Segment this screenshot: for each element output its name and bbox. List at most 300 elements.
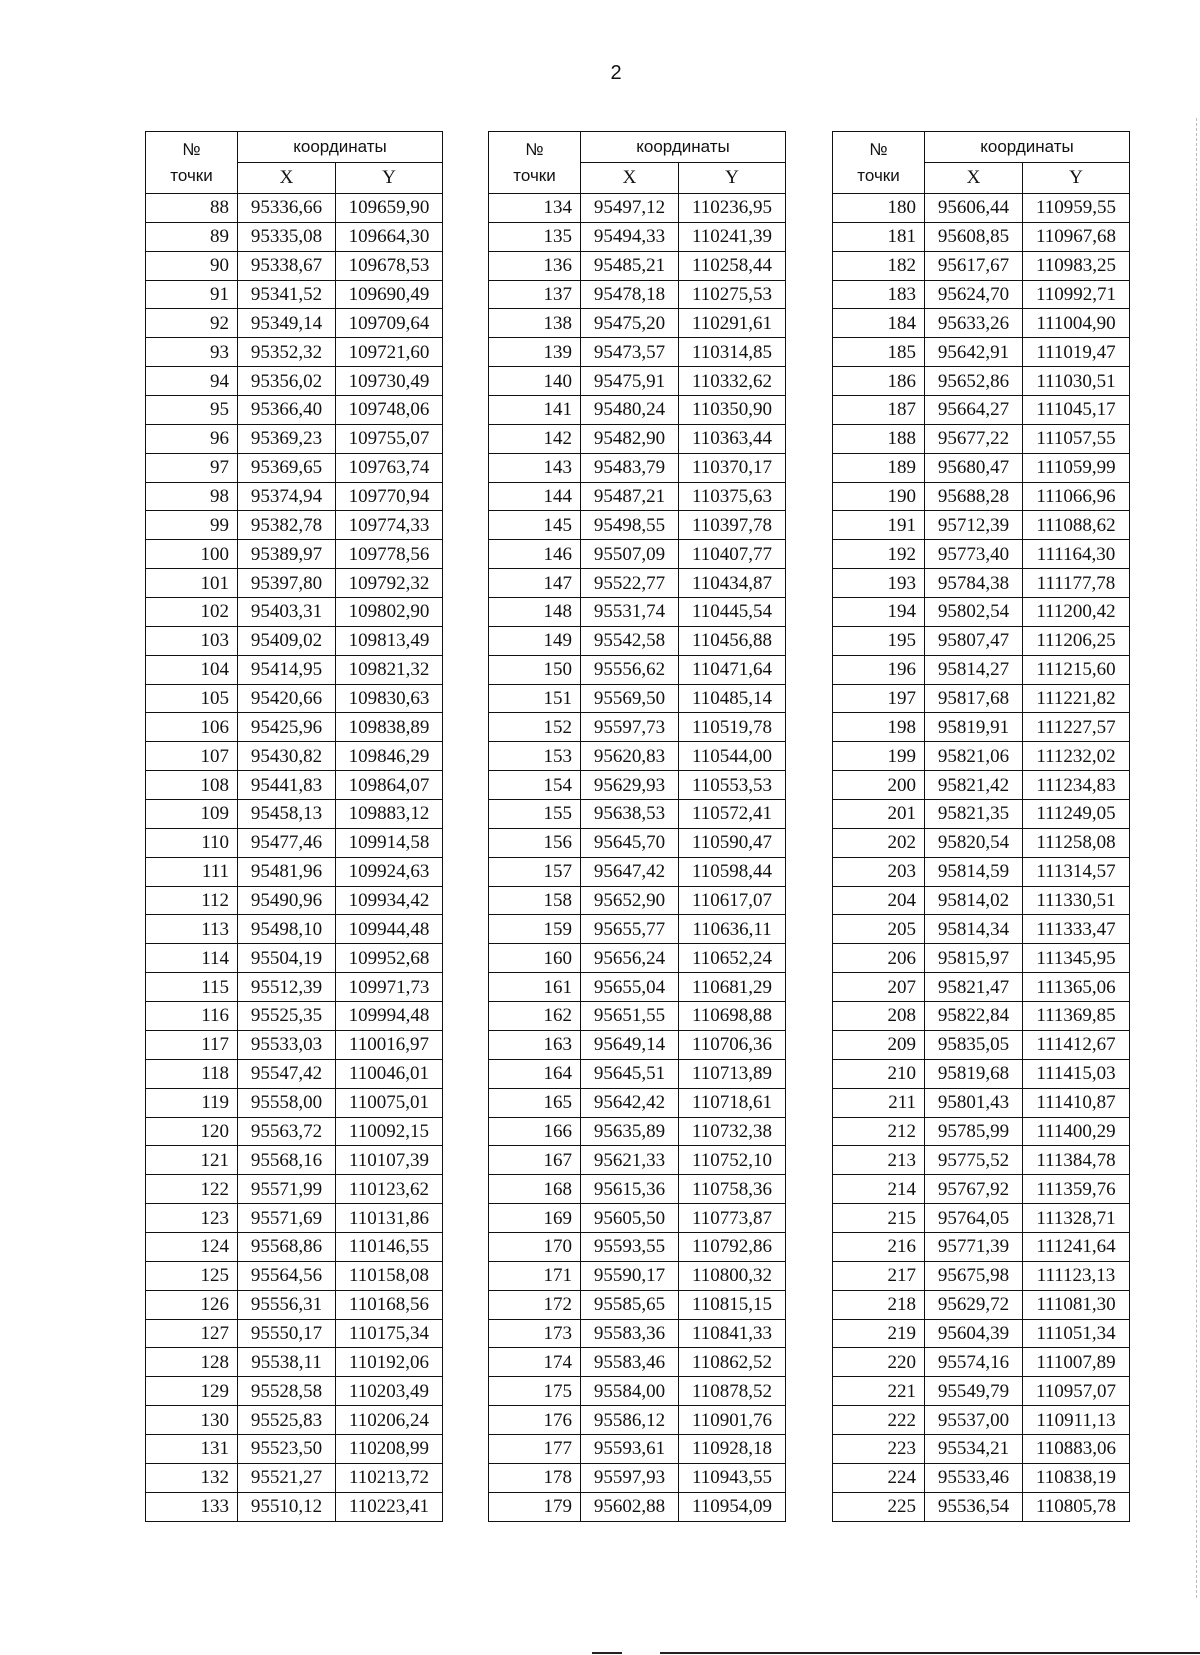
x-coordinate-cell: 95635,89 xyxy=(581,1117,679,1146)
table-row xyxy=(146,771,443,800)
x-coordinate-cell: 95420,66 xyxy=(238,684,336,713)
x-coordinate-cell: 95542,58 xyxy=(581,626,679,655)
number-sign-label: № xyxy=(182,139,201,159)
y-coordinate-cell: 110370,17 xyxy=(679,453,786,482)
y-coordinate-cell: 111400,29 xyxy=(1023,1117,1130,1146)
y-coordinate-cell: 110758,36 xyxy=(679,1175,786,1204)
x-coordinate-cell: 95642,42 xyxy=(581,1088,679,1117)
point-number-cell: 221 xyxy=(833,1377,925,1406)
x-coordinate-cell: 95547,42 xyxy=(238,1059,336,1088)
point-number-cell: 210 xyxy=(833,1059,925,1088)
table-row xyxy=(489,1030,786,1059)
table-row xyxy=(489,800,786,829)
point-number-cell: 93 xyxy=(146,338,238,367)
table-row xyxy=(833,194,1130,223)
x-coordinate-cell: 95773,40 xyxy=(925,540,1023,569)
y-coordinate-cell: 110572,41 xyxy=(679,800,786,829)
table-row xyxy=(489,1117,786,1146)
x-coordinate-cell: 95558,00 xyxy=(238,1088,336,1117)
y-coordinate-cell: 110805,78 xyxy=(1023,1492,1130,1521)
y-coordinate-cell: 111415,03 xyxy=(1023,1059,1130,1088)
table-row xyxy=(833,1348,1130,1377)
point-number-cell: 114 xyxy=(146,944,238,973)
table-row xyxy=(489,251,786,280)
point-number-cell: 91 xyxy=(146,280,238,309)
y-coordinate-cell: 110332,62 xyxy=(679,367,786,396)
x-coordinate-cell: 95430,82 xyxy=(238,742,336,771)
point-number-cell: 215 xyxy=(833,1204,925,1233)
table-row xyxy=(833,713,1130,742)
table-row xyxy=(833,1232,1130,1261)
x-coordinate-cell: 95531,74 xyxy=(581,598,679,627)
table-row xyxy=(833,424,1130,453)
table-row xyxy=(489,828,786,857)
table-row xyxy=(833,540,1130,569)
point-number-cell: 179 xyxy=(489,1492,581,1521)
table-row xyxy=(833,251,1130,280)
y-coordinate-cell: 110146,55 xyxy=(336,1232,443,1261)
point-number-cell: 108 xyxy=(146,771,238,800)
table-row xyxy=(489,569,786,598)
table-row xyxy=(489,396,786,425)
table-row xyxy=(146,1463,443,1492)
point-number-cell: 97 xyxy=(146,453,238,482)
x-coordinate-cell: 95586,12 xyxy=(581,1406,679,1435)
x-coordinate-cell: 95522,77 xyxy=(581,569,679,598)
x-column-header: X xyxy=(581,163,679,194)
point-number-cell: 140 xyxy=(489,367,581,396)
table-row xyxy=(833,598,1130,627)
point-number-cell: 195 xyxy=(833,626,925,655)
x-coordinate-cell: 95656,24 xyxy=(581,944,679,973)
x-coordinate-cell: 95583,46 xyxy=(581,1348,679,1377)
point-number-cell: 186 xyxy=(833,367,925,396)
point-number-cell: 124 xyxy=(146,1232,238,1261)
table-row xyxy=(146,1002,443,1031)
point-label: точки xyxy=(513,165,556,185)
y-coordinate-cell: 111328,71 xyxy=(1023,1204,1130,1233)
x-coordinate-cell: 95536,54 xyxy=(925,1492,1023,1521)
x-coordinate-cell: 95819,91 xyxy=(925,713,1023,742)
y-coordinate-cell: 110168,56 xyxy=(336,1290,443,1319)
x-coordinate-cell: 95338,67 xyxy=(238,251,336,280)
y-coordinate-cell: 111206,25 xyxy=(1023,626,1130,655)
point-number-cell: 213 xyxy=(833,1146,925,1175)
point-number-cell: 154 xyxy=(489,771,581,800)
point-number-cell: 158 xyxy=(489,886,581,915)
x-coordinate-cell: 95497,12 xyxy=(581,194,679,223)
table-row xyxy=(146,944,443,973)
table-row xyxy=(146,1319,443,1348)
y-coordinate-cell: 109664,30 xyxy=(336,222,443,251)
x-coordinate-cell: 95814,02 xyxy=(925,886,1023,915)
number-sign-label: № xyxy=(525,139,544,159)
y-coordinate-cell: 110213,72 xyxy=(336,1463,443,1492)
table-row xyxy=(146,194,443,223)
x-coordinate-cell: 95821,42 xyxy=(925,771,1023,800)
y-coordinate-cell: 110206,24 xyxy=(336,1406,443,1435)
point-number-cell: 214 xyxy=(833,1175,925,1204)
point-number-cell: 153 xyxy=(489,742,581,771)
point-number-cell: 116 xyxy=(146,1002,238,1031)
x-coordinate-cell: 95817,68 xyxy=(925,684,1023,713)
table-row xyxy=(146,915,443,944)
table-row xyxy=(833,944,1130,973)
point-number-cell: 217 xyxy=(833,1261,925,1290)
y-coordinate-cell: 111234,83 xyxy=(1023,771,1130,800)
table-row xyxy=(146,1088,443,1117)
x-coordinate-cell: 95822,84 xyxy=(925,1002,1023,1031)
x-coordinate-cell: 95814,59 xyxy=(925,857,1023,886)
y-coordinate-cell: 110241,39 xyxy=(679,222,786,251)
x-coordinate-cell: 95403,31 xyxy=(238,598,336,627)
table-row xyxy=(146,309,443,338)
x-coordinate-cell: 95815,97 xyxy=(925,944,1023,973)
y-coordinate-cell: 111164,30 xyxy=(1023,540,1130,569)
table-row xyxy=(833,800,1130,829)
y-coordinate-cell: 110732,38 xyxy=(679,1117,786,1146)
table-row xyxy=(833,482,1130,511)
x-coordinate-cell: 95785,99 xyxy=(925,1117,1023,1146)
y-coordinate-cell: 111232,02 xyxy=(1023,742,1130,771)
table-row xyxy=(833,857,1130,886)
point-number-cell: 167 xyxy=(489,1146,581,1175)
point-number-cell: 90 xyxy=(146,251,238,280)
table-row xyxy=(146,1406,443,1435)
coordinates-header: координаты xyxy=(238,132,443,163)
y-coordinate-cell: 110075,01 xyxy=(336,1088,443,1117)
point-number-cell: 146 xyxy=(489,540,581,569)
table-row xyxy=(489,886,786,915)
y-coordinate-cell: 109763,74 xyxy=(336,453,443,482)
y-coordinate-cell: 110107,39 xyxy=(336,1146,443,1175)
y-coordinate-cell: 111215,60 xyxy=(1023,655,1130,684)
x-coordinate-cell: 95356,02 xyxy=(238,367,336,396)
y-coordinate-cell: 110407,77 xyxy=(679,540,786,569)
x-coordinate-cell: 95801,43 xyxy=(925,1088,1023,1117)
x-coordinate-cell: 95510,12 xyxy=(238,1492,336,1521)
x-coordinate-cell: 95652,90 xyxy=(581,886,679,915)
x-coordinate-cell: 95624,70 xyxy=(925,280,1023,309)
x-coordinate-cell: 95651,55 xyxy=(581,1002,679,1031)
point-label: точки xyxy=(857,165,900,185)
y-coordinate-cell: 109971,73 xyxy=(336,973,443,1002)
y-coordinate-cell: 111333,47 xyxy=(1023,915,1130,944)
table-row xyxy=(489,309,786,338)
table-row xyxy=(833,1204,1130,1233)
table-row xyxy=(146,1175,443,1204)
point-number-cell: 170 xyxy=(489,1232,581,1261)
point-number-cell: 160 xyxy=(489,944,581,973)
table-row xyxy=(833,915,1130,944)
y-coordinate-cell: 111088,62 xyxy=(1023,511,1130,540)
y-coordinate-cell: 111030,51 xyxy=(1023,367,1130,396)
table-row xyxy=(833,1290,1130,1319)
point-number-cell: 204 xyxy=(833,886,925,915)
table-row xyxy=(833,1059,1130,1088)
point-number-cell: 138 xyxy=(489,309,581,338)
y-coordinate-cell: 109778,56 xyxy=(336,540,443,569)
x-coordinate-cell: 95512,39 xyxy=(238,973,336,1002)
y-coordinate-cell: 110959,55 xyxy=(1023,194,1130,223)
point-number-cell: 161 xyxy=(489,973,581,1002)
y-coordinate-cell: 110158,08 xyxy=(336,1261,443,1290)
point-number-cell: 125 xyxy=(146,1261,238,1290)
coordinates-header: координаты xyxy=(925,132,1130,163)
y-coordinate-cell: 109774,33 xyxy=(336,511,443,540)
x-coordinate-cell: 95621,33 xyxy=(581,1146,679,1175)
table-row xyxy=(833,742,1130,771)
point-number-cell: 206 xyxy=(833,944,925,973)
x-coordinate-cell: 95397,80 xyxy=(238,569,336,598)
point-number-cell: 182 xyxy=(833,251,925,280)
x-coordinate-cell: 95675,98 xyxy=(925,1261,1023,1290)
point-number-cell: 104 xyxy=(146,655,238,684)
point-number-cell: 118 xyxy=(146,1059,238,1088)
y-column-header: Y xyxy=(1023,163,1130,194)
point-number-cell: 180 xyxy=(833,194,925,223)
x-coordinate-cell: 95814,34 xyxy=(925,915,1023,944)
x-coordinate-cell: 95633,26 xyxy=(925,309,1023,338)
x-coordinate-cell: 95458,13 xyxy=(238,800,336,829)
x-coordinate-cell: 95677,22 xyxy=(925,424,1023,453)
point-number-cell: 95 xyxy=(146,396,238,425)
table-row xyxy=(489,453,786,482)
table-row xyxy=(833,1002,1130,1031)
table-row xyxy=(146,973,443,1002)
y-coordinate-cell: 110815,15 xyxy=(679,1290,786,1319)
point-number-cell: 181 xyxy=(833,222,925,251)
x-coordinate-cell: 95494,33 xyxy=(581,222,679,251)
y-coordinate-cell: 110590,47 xyxy=(679,828,786,857)
x-coordinate-cell: 95352,32 xyxy=(238,338,336,367)
point-number-cell: 205 xyxy=(833,915,925,944)
table-row xyxy=(146,800,443,829)
x-coordinate-cell: 95366,40 xyxy=(238,396,336,425)
x-coordinate-cell: 95441,83 xyxy=(238,771,336,800)
x-coordinate-cell: 95414,95 xyxy=(238,655,336,684)
coordinates-table-3 xyxy=(832,131,1130,1522)
point-number-cell: 150 xyxy=(489,655,581,684)
x-coordinate-cell: 95593,55 xyxy=(581,1232,679,1261)
x-coordinate-cell: 95652,86 xyxy=(925,367,1023,396)
point-number-cell: 157 xyxy=(489,857,581,886)
point-number-cell: 143 xyxy=(489,453,581,482)
point-number-cell: 162 xyxy=(489,1002,581,1031)
y-coordinate-cell: 109709,64 xyxy=(336,309,443,338)
y-coordinate-cell: 109838,89 xyxy=(336,713,443,742)
y-coordinate-cell: 110636,11 xyxy=(679,915,786,944)
point-number-cell: 145 xyxy=(489,511,581,540)
point-number-cell: 177 xyxy=(489,1434,581,1463)
point-number-cell: 196 xyxy=(833,655,925,684)
table-row xyxy=(833,511,1130,540)
point-number-cell: 192 xyxy=(833,540,925,569)
x-coordinate-cell: 95814,27 xyxy=(925,655,1023,684)
point-number-cell: 119 xyxy=(146,1088,238,1117)
table-row xyxy=(146,511,443,540)
table-row xyxy=(489,424,786,453)
point-number-cell: 188 xyxy=(833,424,925,453)
point-number-cell: 126 xyxy=(146,1290,238,1319)
x-coordinate-cell: 95528,58 xyxy=(238,1377,336,1406)
x-coordinate-cell: 95525,83 xyxy=(238,1406,336,1435)
y-coordinate-cell: 111412,67 xyxy=(1023,1030,1130,1059)
point-number-cell: 122 xyxy=(146,1175,238,1204)
point-number-cell: 115 xyxy=(146,973,238,1002)
y-coordinate-cell: 110928,18 xyxy=(679,1434,786,1463)
point-number-cell: 134 xyxy=(489,194,581,223)
table-row xyxy=(146,280,443,309)
point-number-cell: 163 xyxy=(489,1030,581,1059)
number-sign-label: № xyxy=(869,139,888,159)
y-coordinate-cell: 109659,90 xyxy=(336,194,443,223)
x-coordinate-cell: 95664,27 xyxy=(925,396,1023,425)
table-row xyxy=(146,396,443,425)
scan-edge-mark xyxy=(1196,118,1200,1598)
y-coordinate-cell: 111059,99 xyxy=(1023,453,1130,482)
point-number-cell: 197 xyxy=(833,684,925,713)
point-number-cell: 173 xyxy=(489,1319,581,1348)
point-number-cell: 94 xyxy=(146,367,238,396)
point-number-cell: 175 xyxy=(489,1377,581,1406)
table-row xyxy=(146,857,443,886)
y-coordinate-cell: 111004,90 xyxy=(1023,309,1130,338)
y-coordinate-cell: 110175,34 xyxy=(336,1319,443,1348)
y-coordinate-cell: 111330,51 xyxy=(1023,886,1130,915)
point-number-cell: 224 xyxy=(833,1463,925,1492)
y-coordinate-cell: 111314,57 xyxy=(1023,857,1130,886)
y-coordinate-cell: 110553,53 xyxy=(679,771,786,800)
y-coordinate-cell: 109821,32 xyxy=(336,655,443,684)
x-coordinate-cell: 95820,54 xyxy=(925,828,1023,857)
point-number-cell: 151 xyxy=(489,684,581,713)
table-row xyxy=(833,367,1130,396)
x-coordinate-cell: 95835,05 xyxy=(925,1030,1023,1059)
table-row xyxy=(146,1434,443,1463)
y-coordinate-cell: 110706,36 xyxy=(679,1030,786,1059)
x-coordinate-cell: 95498,55 xyxy=(581,511,679,540)
y-coordinate-cell: 111045,17 xyxy=(1023,396,1130,425)
y-coordinate-cell: 110992,71 xyxy=(1023,280,1130,309)
y-coordinate-cell: 109864,07 xyxy=(336,771,443,800)
x-coordinate-cell: 95771,39 xyxy=(925,1232,1023,1261)
x-coordinate-cell: 95369,65 xyxy=(238,453,336,482)
x-coordinate-cell: 95550,17 xyxy=(238,1319,336,1348)
x-coordinate-cell: 95341,52 xyxy=(238,280,336,309)
table-row xyxy=(489,1232,786,1261)
table-row xyxy=(489,1290,786,1319)
y-coordinate-cell: 109914,58 xyxy=(336,828,443,857)
table-row xyxy=(146,1290,443,1319)
x-coordinate-cell: 95534,21 xyxy=(925,1434,1023,1463)
x-coordinate-cell: 95389,97 xyxy=(238,540,336,569)
point-number-header xyxy=(489,132,581,194)
table-row xyxy=(489,1434,786,1463)
y-coordinate-cell: 109952,68 xyxy=(336,944,443,973)
table-row xyxy=(146,1117,443,1146)
y-coordinate-cell: 111019,47 xyxy=(1023,338,1130,367)
page-number: 2 xyxy=(610,62,622,84)
point-number-cell: 191 xyxy=(833,511,925,540)
point-number-cell: 102 xyxy=(146,598,238,627)
coordinates-table-2 xyxy=(488,131,786,1522)
y-coordinate-cell: 110773,87 xyxy=(679,1204,786,1233)
table-row xyxy=(833,1434,1130,1463)
point-number-cell: 169 xyxy=(489,1204,581,1233)
point-number-cell: 193 xyxy=(833,569,925,598)
point-number-cell: 156 xyxy=(489,828,581,857)
y-coordinate-cell: 109802,90 xyxy=(336,598,443,627)
x-coordinate-cell: 95481,96 xyxy=(238,857,336,886)
point-number-cell: 223 xyxy=(833,1434,925,1463)
point-number-cell: 141 xyxy=(489,396,581,425)
point-number-cell: 176 xyxy=(489,1406,581,1435)
y-coordinate-cell: 110901,76 xyxy=(679,1406,786,1435)
point-number-cell: 200 xyxy=(833,771,925,800)
x-coordinate-cell: 95571,69 xyxy=(238,1204,336,1233)
x-coordinate-cell: 95382,78 xyxy=(238,511,336,540)
y-coordinate-cell: 109994,48 xyxy=(336,1002,443,1031)
y-coordinate-cell: 109748,06 xyxy=(336,396,443,425)
table-row xyxy=(833,626,1130,655)
table-row xyxy=(833,771,1130,800)
point-number-cell: 155 xyxy=(489,800,581,829)
table-row xyxy=(489,280,786,309)
point-number-cell: 99 xyxy=(146,511,238,540)
y-coordinate-cell: 111221,82 xyxy=(1023,684,1130,713)
point-number-cell: 98 xyxy=(146,482,238,511)
x-coordinate-cell: 95764,05 xyxy=(925,1204,1023,1233)
point-number-cell: 121 xyxy=(146,1146,238,1175)
y-coordinate-cell: 110123,62 xyxy=(336,1175,443,1204)
x-coordinate-cell: 95821,35 xyxy=(925,800,1023,829)
table-row xyxy=(146,626,443,655)
table-row xyxy=(146,367,443,396)
y-coordinate-cell: 110943,55 xyxy=(679,1463,786,1492)
table-row xyxy=(489,1261,786,1290)
y-coordinate-cell: 110713,89 xyxy=(679,1059,786,1088)
x-coordinate-cell: 95645,70 xyxy=(581,828,679,857)
x-coordinate-cell: 95602,88 xyxy=(581,1492,679,1521)
y-coordinate-cell: 110236,95 xyxy=(679,194,786,223)
x-coordinate-cell: 95480,24 xyxy=(581,396,679,425)
table-row xyxy=(833,1261,1130,1290)
table-row xyxy=(489,1463,786,1492)
point-number-cell: 219 xyxy=(833,1319,925,1348)
point-number-cell: 199 xyxy=(833,742,925,771)
x-coordinate-cell: 95629,72 xyxy=(925,1290,1023,1319)
x-coordinate-cell: 95523,50 xyxy=(238,1434,336,1463)
x-column-header: X xyxy=(925,163,1023,194)
table-row xyxy=(146,1348,443,1377)
y-coordinate-cell: 111384,78 xyxy=(1023,1146,1130,1175)
point-number-cell: 96 xyxy=(146,424,238,453)
y-coordinate-cell: 110681,29 xyxy=(679,973,786,1002)
y-coordinate-cell: 109924,63 xyxy=(336,857,443,886)
x-coordinate-cell: 95564,56 xyxy=(238,1261,336,1290)
table-row xyxy=(833,280,1130,309)
y-coordinate-cell: 111369,85 xyxy=(1023,1002,1130,1031)
point-number-header xyxy=(833,132,925,194)
point-number-cell: 190 xyxy=(833,482,925,511)
table-row xyxy=(146,828,443,857)
table-row xyxy=(489,222,786,251)
x-coordinate-cell: 95478,18 xyxy=(581,280,679,309)
x-coordinate-cell: 95584,00 xyxy=(581,1377,679,1406)
point-number-cell: 194 xyxy=(833,598,925,627)
table-row xyxy=(146,1261,443,1290)
